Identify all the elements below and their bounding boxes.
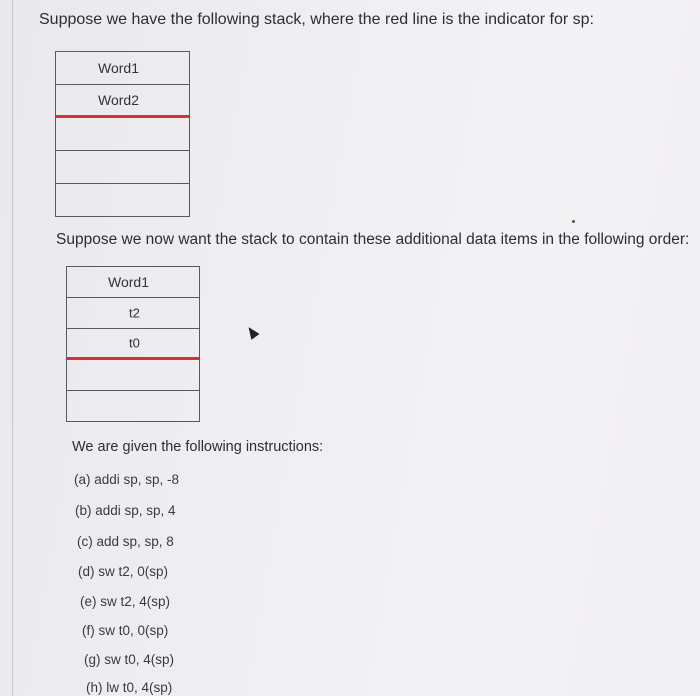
stack-cell-label: Word1 — [108, 274, 149, 290]
instruction-item: (f) sw t0, 0(sp) — [82, 623, 169, 638]
stack-cell-sp — [56, 85, 189, 118]
stack-cell — [67, 391, 199, 422]
stack-cell-sp — [67, 329, 199, 360]
stack-cell — [56, 184, 189, 217]
stack-cell-label: Word1 — [98, 60, 139, 76]
stack-cell — [56, 151, 189, 184]
stack-cell-label: Word2 — [98, 92, 139, 108]
instruction-item: (h) lw t0, 4(sp) — [86, 680, 173, 695]
stack-cell — [56, 118, 189, 151]
instruction-item: (e) sw t2, 4(sp) — [80, 594, 171, 609]
initial-stack — [55, 51, 190, 217]
stack-cell-label: t0 — [129, 335, 140, 351]
intro-text: Suppose we have the following stack, where the red line is the indicator for sp: — [39, 11, 594, 28]
instructions-heading: We are given the following instructions: — [72, 439, 324, 455]
stack-cell — [56, 52, 189, 85]
stack-cell — [67, 267, 199, 298]
instruction-item: (a) addi sp, sp, -8 — [74, 472, 180, 487]
instruction-item: (g) sw t0, 4(sp) — [84, 652, 175, 667]
stack-cell — [67, 298, 199, 329]
stray-dot — [572, 220, 575, 223]
instruction-item: (b) addi sp, sp, 4 — [75, 503, 176, 518]
stack-cell-label: t2 — [129, 305, 140, 321]
target-stack — [66, 266, 200, 422]
stack-cell — [67, 360, 199, 391]
instruction-item: (c) add sp, sp, 8 — [77, 534, 174, 549]
instruction-item: (d) sw t2, 0(sp) — [78, 564, 169, 579]
intro2-text: Suppose we now want the stack to contain these additional data items in the following order: — [56, 231, 690, 248]
